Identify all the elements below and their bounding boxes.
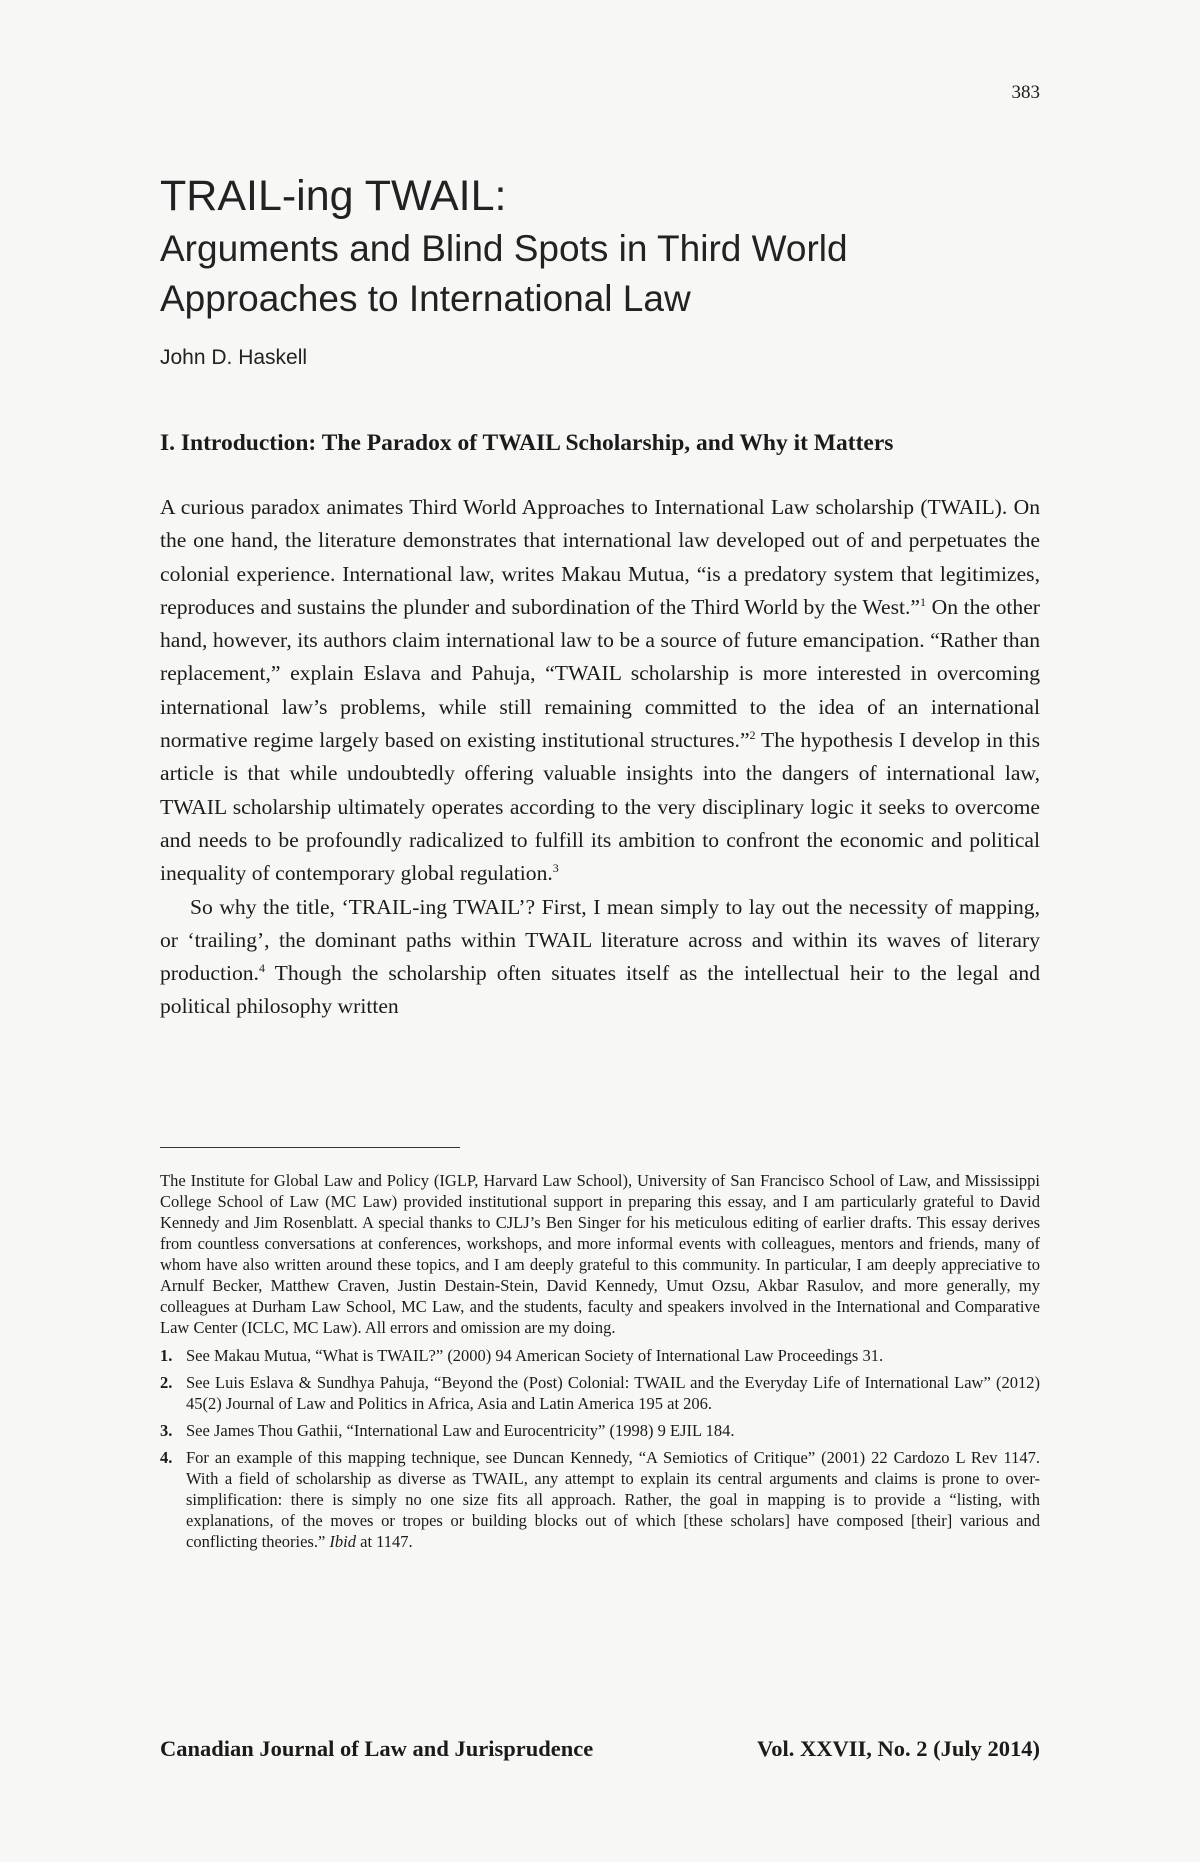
paragraph-2-part-a: So why the title, ‘TRAIL-ing TWAIL’? First, I mean simply to lay out the necessity of mapping, or ‘trailing’, the dominant paths within TWAIL literature across and within its waves of literary production. <box>160 894 1040 986</box>
footnote-2 <box>160 1372 1040 1414</box>
paragraph-1 <box>160 491 1040 891</box>
subtitle-line-2: Approaches to International Law <box>160 278 691 319</box>
paragraph-1-part-a: A curious paradox animates Third World Approaches to International Law scholarship (TWAIL). On the one hand, the literature demonstrates that international law developed out of and perpetuates the colonial experience. International law, writes Makau Mutua, “is a predatory system that legitimizes, reproduces and sustains the plunder and subordination of the Third World by the West.” <box>160 495 1040 619</box>
footnote-number: 4. <box>160 1448 173 1467</box>
acknowledgment-note: The Institute for Global Law and Policy (IGLP, Harvard Law School), University of San Francisco School of Law, and Mississippi College School of Law (MC Law) provided institutional support in preparing this essay, and I am particularly grateful to David Kennedy and Jim Rosenblatt. A special thanks to CJLJ’s Ben Singer for his meticulous editing of earlier drafts. This essay derives from countless conversations at conferences, workshops, and more informal events with colleagues, mentors and friends, many of whom have also written around these topics, and I am deeply grateful to this community. In particular, I am deeply appreciative to Arnulf Becker, Matthew Craven, Justin Destain-Stein, David Kennedy, Umut Ozsu, Akbar Rasulov, and more generally, my colleagues at Durham Law School, MC Law, and the students, faculty and speakers involved in the International and Comparative Law Center (ICLC, MC Law). All errors and omission are my doing. <box>160 1171 1040 1337</box>
subtitle-line-1: Arguments and Blind Spots in Third World <box>160 228 848 269</box>
section-heading: I. Introduction: The Paradox of TWAIL Scholarship, and Why it Matters <box>160 430 894 456</box>
footnote-number: 3. <box>160 1421 173 1440</box>
article-subtitle <box>160 224 1040 324</box>
article-title: TRAIL-ing TWAIL: <box>160 172 507 220</box>
author-name: John D. Haskell <box>160 346 308 369</box>
footnote-text: See James Thou Gathii, “International Law and Eurocentricity” (1998) 9 EJIL 184. <box>186 1421 735 1440</box>
footnote-text-wrap <box>186 1447 1040 1552</box>
footnote-text-tail: at 1147. <box>356 1532 413 1551</box>
footnote-4 <box>160 1447 1040 1552</box>
paragraph-2 <box>160 891 1040 1024</box>
footnote-text: For an example of this mapping technique, see Duncan Kennedy, “A Semiotics of Critique” (2001) 22 Cardozo L Rev 1147. With a field of scholarship as diverse as TWAIL, any attempt to explain its central arguments and claims is prone to over-simplification: there is simply no one size fits all approach. Rather, the goal in mapping is to provide a “listing, with explanations, of the moves or tropes or building blocks out of which [these scholars] have composed [their] various and conflicting theories.” <box>186 1448 1040 1551</box>
footnote-number: 1. <box>160 1346 173 1365</box>
footnote-text: See Luis Eslava & Sundhya Pahuja, “Beyond the (Post) Colonial: TWAIL and the Everyday Life of International Law” (2012) 45(2) Journal of Law and Politics in Africa, Asia and Latin America 195 at 206. <box>186 1373 1040 1413</box>
footnote-1 <box>160 1345 1040 1366</box>
footnote-number: 2. <box>160 1373 173 1392</box>
paragraph-1-part-b: On the other hand, however, its authors claim international law to be a source of future emancipation. “Rather than replacement,” explain Eslava and Pahuja, “TWAIL scholarship is more interested in overcoming international law’s problems, while still remaining committed to the idea of an international normative regime largely based on existing institutional structures.” <box>160 594 1040 753</box>
journal-name: Canadian Journal of Law and Jurisprudence <box>160 1736 594 1761</box>
footnote-ibid: Ibid <box>329 1532 357 1551</box>
page-number: 383 <box>1011 82 1040 103</box>
footnote-3 <box>160 1420 1040 1441</box>
title-block <box>160 170 1040 370</box>
page-footer <box>160 1736 1040 1762</box>
paragraph-1-part-c: The hypothesis I develop in this article is that while undoubtedly offering valuable insights into the dangers of international law, TWAIL scholarship ultimately operates according to the very disciplinary logic it seeks to overcome and needs to be profoundly radicalized to fulfill its ambition to confront the economic and political inequality of contemporary global regulation. <box>160 728 1040 886</box>
volume-info: Vol. XXVII, No. 2 (July 2014) <box>757 1736 1040 1761</box>
footnote-ref-3[interactable]: 3 <box>552 861 559 876</box>
footnote-ref-1[interactable]: 1 <box>919 594 926 609</box>
footnote-ref-4[interactable]: 4 <box>258 960 265 975</box>
footnote-ref-2[interactable]: 2 <box>749 727 756 742</box>
footnote-text: See Makau Mutua, “What is TWAIL?” (2000) 94 American Society of International Law Proceedings 31. <box>186 1346 884 1365</box>
body-text <box>160 491 1040 1024</box>
footnote-divider <box>160 1147 460 1148</box>
footnotes <box>160 1170 1040 1558</box>
paragraph-2-part-b: Though the scholarship often situates itself as the intellectual heir to the legal and political philosophy written <box>160 961 1040 1019</box>
